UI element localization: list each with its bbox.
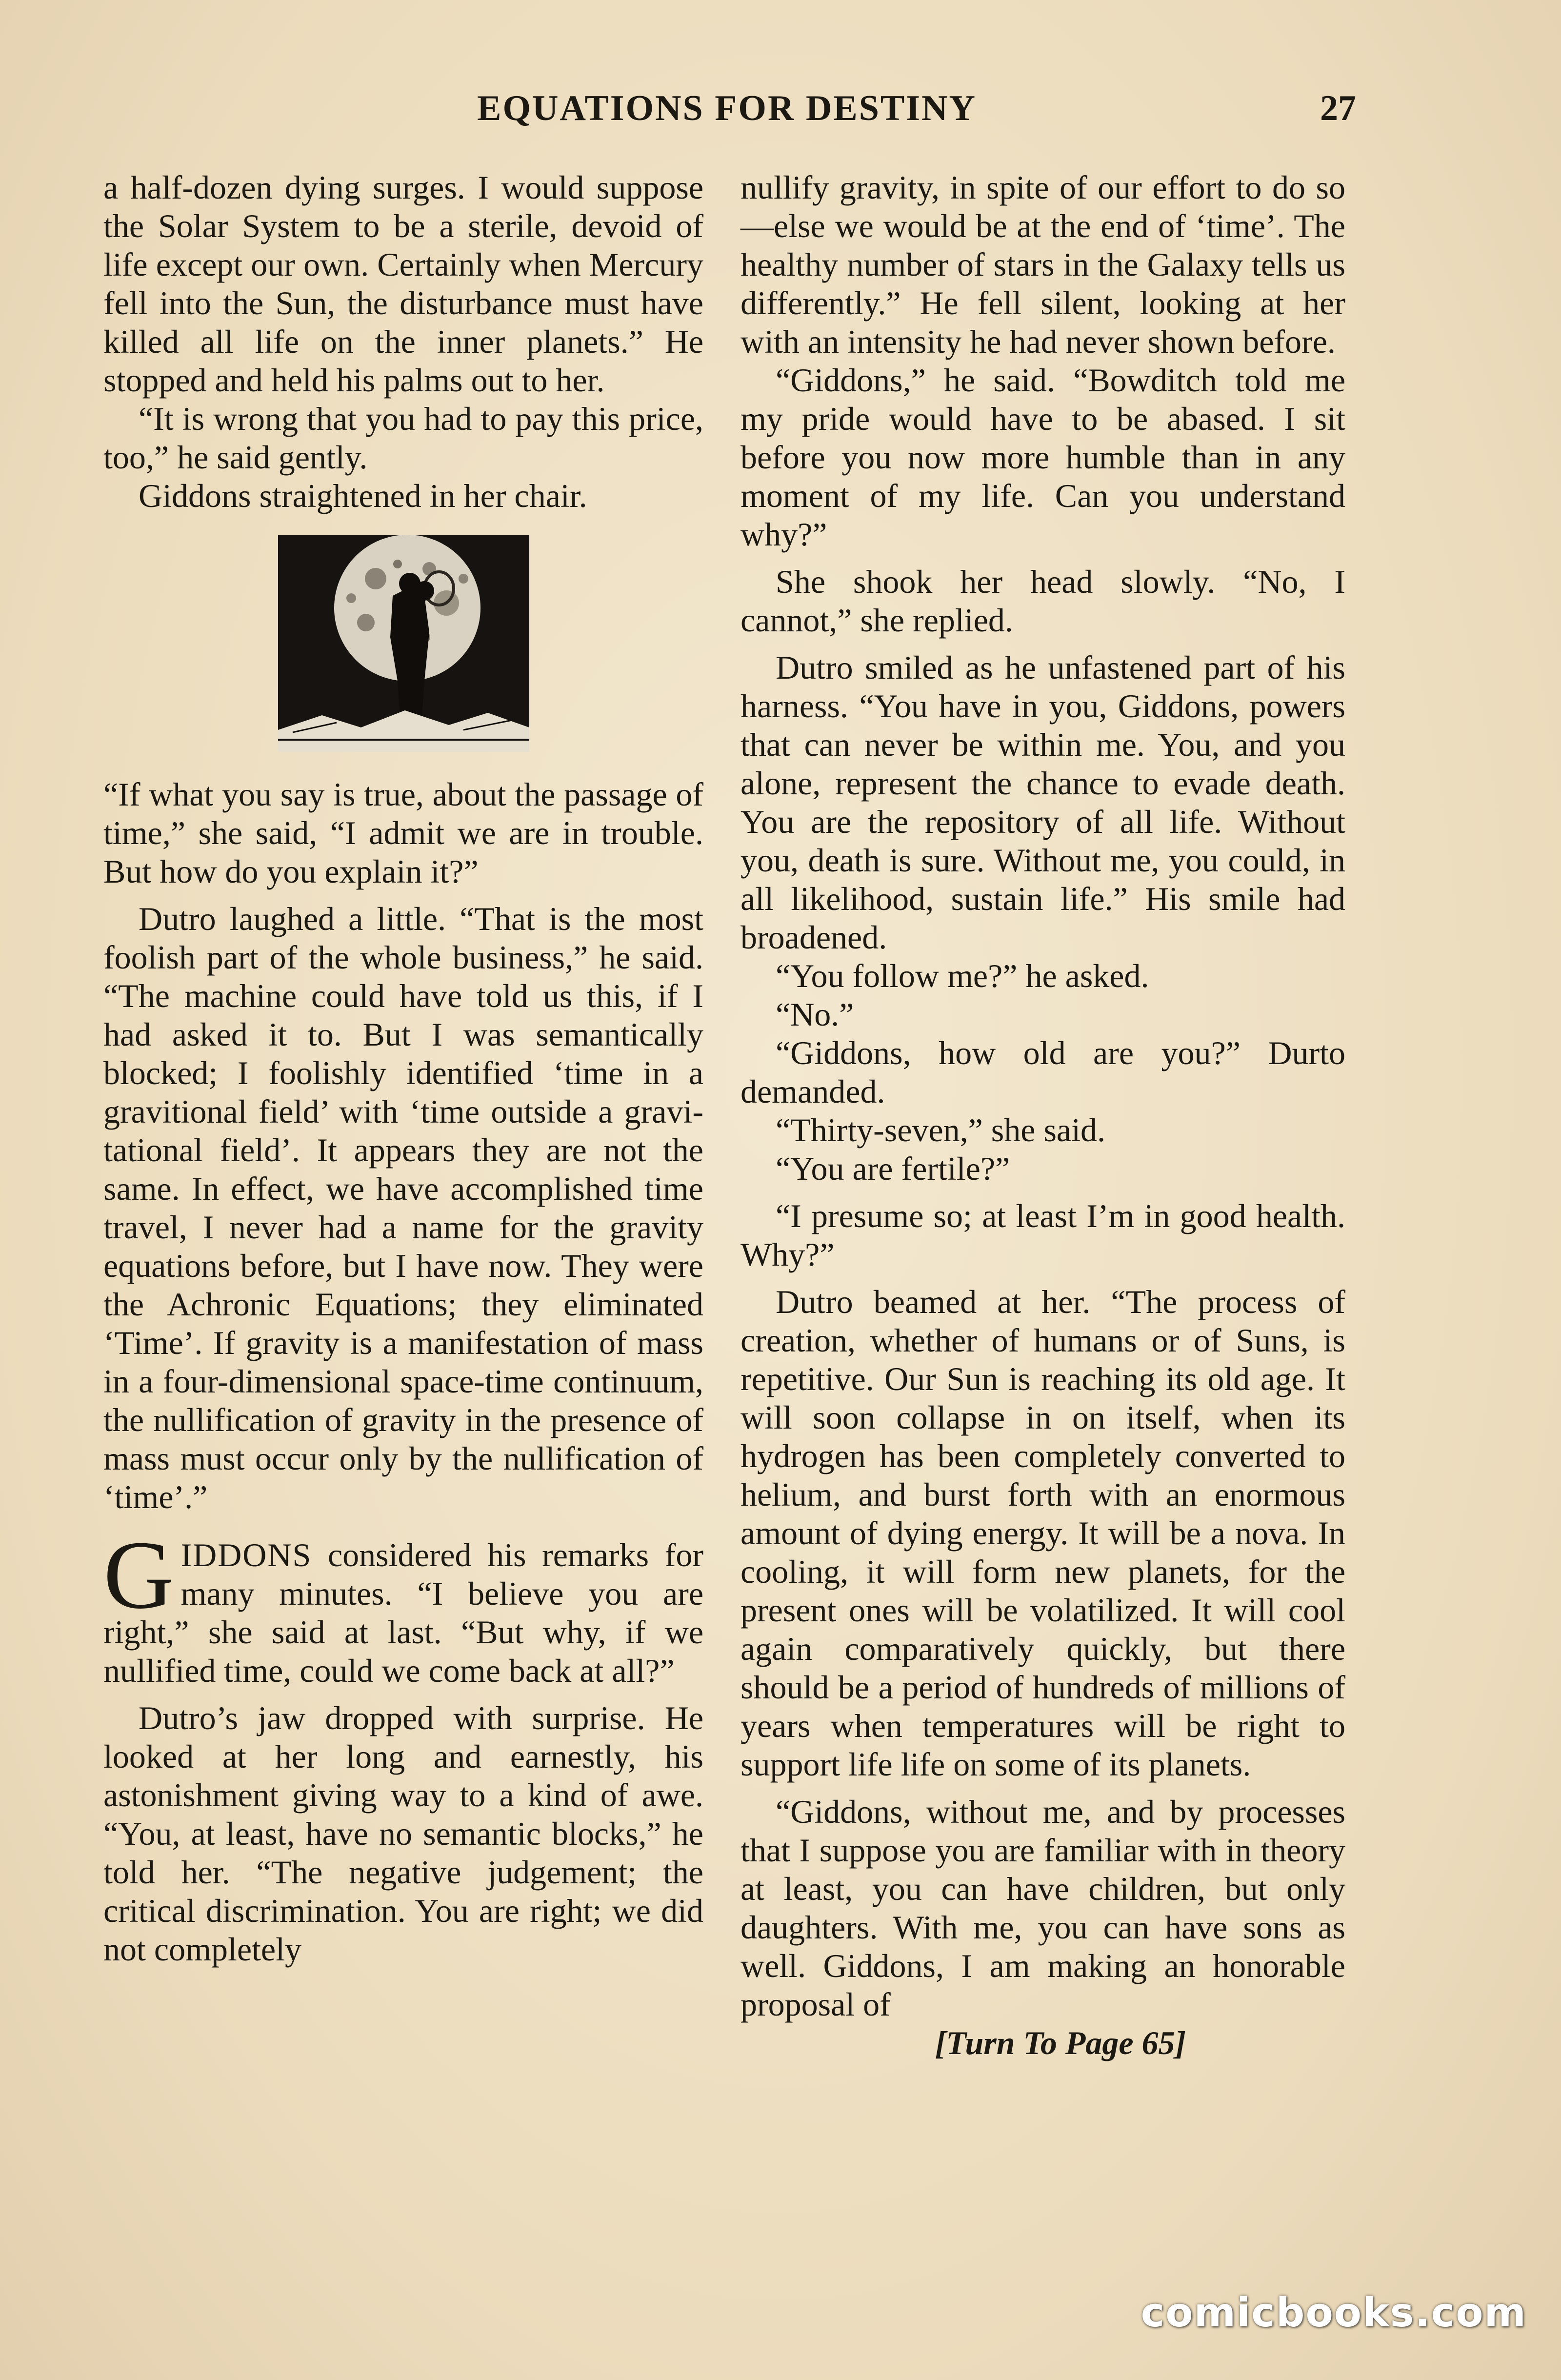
paragraph: Dutro beamed at her. “The process of creation, whether of humans or of Suns, is repetitive. Our Sun is reaching its old age. It will soon collapse in on itself, when its hydrogen has been completely converted to helium, and burst forth with an enormous amount of dying energy. It will be a nova. In cooling, it will form new planets, for the present ones will be volatilized. It will cool again comparatively quickly, but there should be a period of hundreds of millions of years when temperatures will be right to support life life on some of its planets. xyxy=(740,1283,1345,1783)
paragraph: “If what you say is true, about the passage of time,” she said, “I admit we are in trouble. But how do you explain it?” xyxy=(103,776,703,890)
paragraph: “Giddons,” he said. “Bowditch told me my pride would have to be abased. I sit before you now more humble than in any moment of my life. Can you understand why?” xyxy=(740,362,1345,553)
paragraph: “You follow me?” he asked. xyxy=(776,957,1149,994)
paragraph: nullify gravity, in spite of our effort to do so—else we would be at the end of ‘time’. The healthy number of stars in the Galaxy tells us differently.” He fell silent, looking at her with an intensity he had never shown before. xyxy=(740,169,1345,360)
paragraph: Dutro smiled as he unfastened part of his harness. “You have in you, Giddons, powers that can never be within me. You, and you alone, represent the chance to evade death. You are the repository of all life. Without you, death is sure. Without me, you could, in all likelihood, sustain life.” His smile had broadened. xyxy=(740,649,1345,956)
paragraph: “Thirty-seven,” she said. xyxy=(776,1111,1105,1149)
drop-cap-paragraph xyxy=(103,1521,703,1690)
paragraph: “I presume so; at least I’m in good health. Why?” xyxy=(740,1197,1345,1273)
running-title: EQUATIONS FOR DESTINY xyxy=(477,88,977,128)
paragraph: “Giddons, how old are you?” Durto demanded. xyxy=(740,1034,1345,1110)
left-column xyxy=(103,168,703,1969)
page-header xyxy=(98,83,1356,137)
small-caps-word: IDDONS xyxy=(180,1536,312,1573)
paragraph: “It is wrong that you had to pay this price, too,” he said gently. xyxy=(103,400,703,476)
paragraph: She shook her head slowly. “No, I cannot,” she replied. xyxy=(740,563,1345,639)
paragraph: Giddons straightened in her chair. xyxy=(139,477,587,514)
moon-couple-illustration xyxy=(278,535,529,752)
paragraph-text: considered his remarks for many minutes. “I believe you are right,” she said at last. “But why, if we nullified time, could we come back at all?” xyxy=(103,1536,703,1689)
watermark-logo: comicbooks.com xyxy=(1141,2290,1527,2336)
paragraph: a half-dozen dying surges. I would suppose the Solar System to be a sterile, devoid of life except our own. Certainly when Mercury fell into the Sun, the disturbance must have killed all life on the inner planets.” He stopped and held his palms out to her. xyxy=(103,169,703,399)
paragraph: Dutro’s jaw dropped with surprise. He looked at her long and earnestly, his astonishment giving way to a kind of awe. “You, at least, have no semantic blocks,” he told her. “The negative judgement; the critical discrimination. You are right; we did not completely xyxy=(103,1699,703,1968)
right-column xyxy=(740,168,1345,2062)
page-number: 27 xyxy=(1320,88,1356,128)
paragraph: “No.” xyxy=(776,996,854,1033)
paragraph: Dutro laughed a little. “That is the most foolish part of the whole business,” he said. “The machine could have told us this, if I had asked it to. But I was semantically blocked; I foolishly identified ‘time in a gravitional field’ with ‘time outside a gravitational field’. It appears they are not the same. In effect, we have accomplished time travel, I never had a name for the gravity equations before, but I have now. They were the Achronic Equations; they eliminated ‘Time’. If gravity is a manifestation of mass in a four-dimensional space-time continuum, the nullification of gravity in the presence of mass must occur only by the nullification of ‘time’.” xyxy=(103,900,703,1515)
illustration-art xyxy=(278,535,529,752)
continuation-note: [Turn To Page 65] xyxy=(935,2024,1186,2061)
paragraph: “You are fertile?” xyxy=(776,1150,1010,1187)
drop-cap-letter: G xyxy=(103,1521,174,1629)
paragraph: “Giddons, without me, and by processes that I suppose you are familiar with in theory at least, you can have children, but only daughters. With me, you can have sons as well. Giddons, I am making an honorable proposal of xyxy=(740,1793,1345,2023)
